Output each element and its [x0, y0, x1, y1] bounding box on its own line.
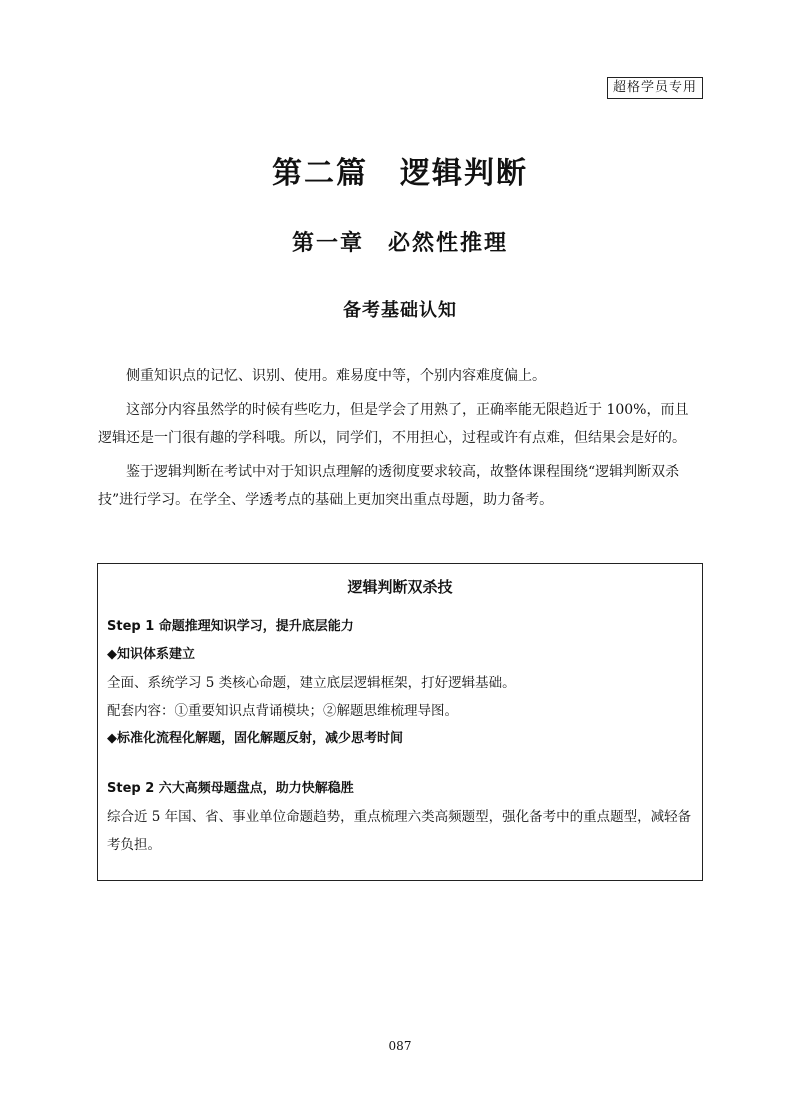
step2-text: 综合近 5 年国、省、事业单位命题趋势，重点梳理六类高频题型，强化备考中的重点题型，减轻备考负担。 — [107, 809, 692, 853]
intro-text — [98, 362, 702, 520]
section-title: 备考基础认知 — [343, 300, 457, 321]
intro-paragraph: 这部分内容虽然学的时候有些吃力，但是学会了用熟了，正确率能无限趋近于 100%，而且逻辑还是一门很有趣的学科哦。所以，同学们，不用担心，过程或许有点难，但结果会是好的。 — [98, 402, 689, 446]
page-number: 087 — [388, 1039, 412, 1053]
step1-text-core-propositions: 全面、系统学习 5 类核心命题，建立底层逻辑框架，打好逻辑基础。 — [107, 675, 516, 691]
step2-heading: Step 2 六大高频母题盘点，助力快解稳胜 — [107, 781, 354, 796]
step1-subheading-standardized-solving: ◆标准化流程化解题，固化解题反射，减少思考时间 — [107, 731, 403, 746]
step1-subheading-knowledge-system: ◆知识体系建立 — [107, 647, 195, 662]
step1-heading: Step 1 命题推理知识学习，提升底层能力 — [107, 619, 354, 634]
box-title: 逻辑判断双杀技 — [347, 578, 453, 596]
intro-paragraph: 侧重知识点的记忆、识别、使用。难易度中等，个别内容难度偏上。 — [126, 368, 546, 384]
chapter-title: 第一章 必然性推理 — [291, 231, 508, 256]
double-kill-box — [97, 563, 703, 881]
intro-paragraph: 鉴于逻辑判断在考试中对于知识点理解的透彻度要求较高，故整体课程围绕“逻辑判断双杀技”进行学习。在学全、学透考点的基础上更加突出重点母题，助力备考。 — [98, 464, 680, 508]
step1-text-supporting-content: 配套内容：①重要知识点背诵模块；②解题思维梳理导图。 — [107, 703, 458, 719]
student-only-tag: 超格学员专用 — [607, 77, 703, 99]
spacer — [107, 753, 693, 775]
part-title: 第二篇 逻辑判断 — [272, 156, 528, 191]
